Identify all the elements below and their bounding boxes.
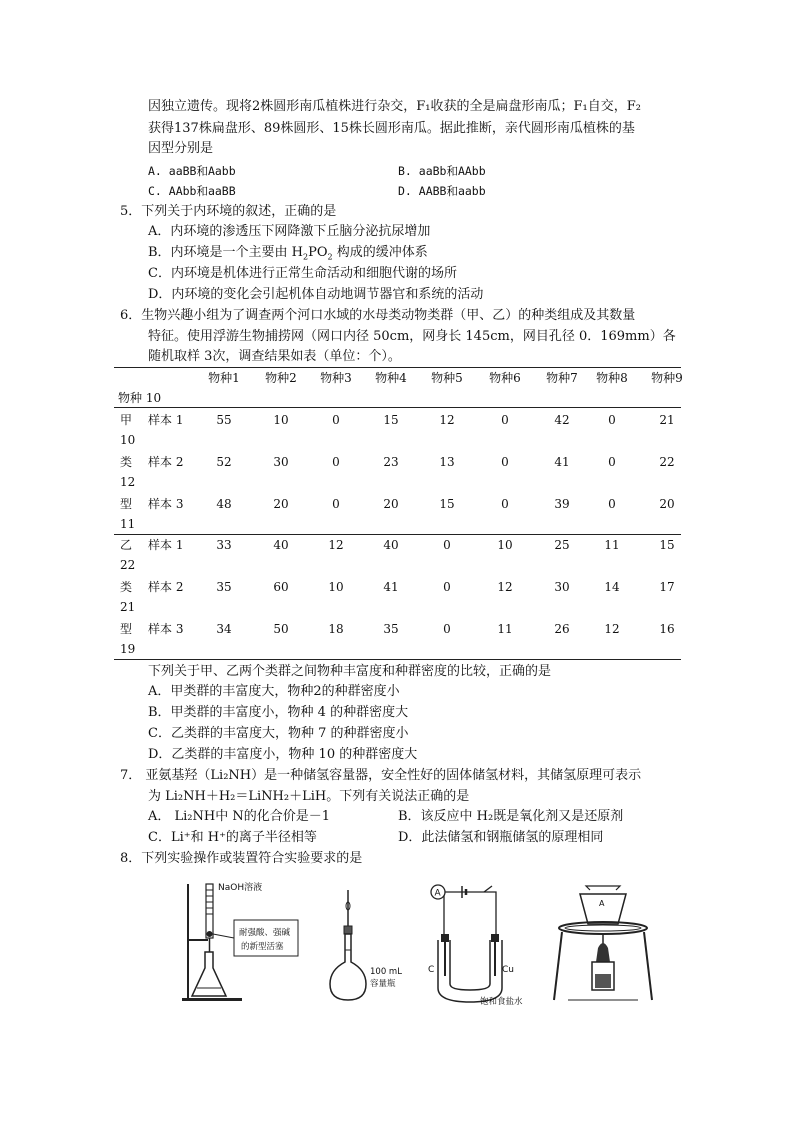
q4-option-c: C. AAbb和aaBB — [148, 184, 236, 198]
table-cell: 10 — [497, 538, 513, 552]
table-cell: 11 — [497, 622, 513, 636]
table-cell: 50 — [273, 622, 289, 636]
fig3-copper-label: Cu — [502, 965, 514, 975]
table-header-species-10: 物种 10 — [118, 391, 162, 405]
q5-option-a: A．内环境的渗透压下网降激下丘脑分泌抗尿增加 — [148, 224, 431, 239]
q4-line3: 因型分别是 — [148, 141, 214, 156]
table-cell: 55 — [216, 413, 232, 427]
q5-option-c: C．内环境是机体进行正常生命活动和细胞代谢的场所 — [148, 266, 457, 281]
q5-option-b: B．内环境是一个主要由 $H_2PO_2$ 构成的缓冲体系 — [148, 245, 428, 262]
table-cell: 15 — [383, 413, 399, 427]
table-header-species-3: 物种3 — [320, 371, 352, 385]
table-rule — [114, 407, 681, 408]
figure-evaporation-tripod — [548, 884, 658, 1004]
q5-stem: 5．下列关于内环境的叙述，正确的是 — [120, 204, 337, 219]
table-cell: 18 — [328, 622, 344, 636]
table-group-char: 类 — [120, 455, 133, 469]
table-cell: 12 — [328, 538, 344, 552]
table-cell: 12 — [604, 622, 620, 636]
table-cell: 0 — [608, 455, 616, 469]
table-cell-species-10: 11 — [120, 517, 136, 531]
fig1-label-piston-b: 的新型活塞 — [241, 942, 284, 952]
q7-line2: 为 Li₂NH＋H₂＝LiNH₂＋LiH。下列有关说法正确的是 — [148, 789, 470, 804]
table-cell: 10 — [273, 413, 289, 427]
table-cell-species-10: 10 — [120, 433, 136, 447]
q7-line1: 7． 亚氨基羟（Li₂NH）是一种储氢容量器，安全性好的固体储氢材料，其储氢原理可表示 — [120, 768, 642, 783]
fig2-label-flask: 容量瓶 — [370, 979, 396, 989]
q6-option-d: D．乙类群的丰富度小，物种 10 的种群密度大 — [148, 747, 418, 762]
table-cell: 25 — [554, 538, 570, 552]
table-cell: 26 — [554, 622, 570, 636]
q4-line2: 获得137株扁盘形、89株圆形、15株长圆形南瓜。据此推断，亲代圆形南瓜植株的基 — [148, 121, 635, 136]
q7-option-d: D．此法储氢和钢瓶储氢的原理相同 — [398, 830, 604, 845]
table-row-label: 样本 2 — [148, 455, 184, 469]
table-cell: 0 — [501, 455, 509, 469]
q6-option-a: A．甲类群的丰富度大，物种2的种群密度小 — [148, 684, 400, 699]
table-rule — [114, 659, 681, 660]
fig3-carbon-label: C — [428, 965, 435, 975]
table-header-species-7: 物种7 — [546, 371, 578, 385]
table-cell: 41 — [383, 580, 399, 594]
table-cell: 40 — [273, 538, 289, 552]
table-header-species-9: 物种9 — [651, 371, 683, 385]
table-cell-species-10: 22 — [120, 558, 136, 572]
table-cell: 0 — [443, 622, 451, 636]
q6-line1: 6．生物兴趣小组为了调查两个河口水域的水母类动物类群（甲、乙）的种类组成及其数量 — [120, 308, 636, 323]
table-cell: 0 — [332, 455, 340, 469]
table-cell-species-10: 19 — [120, 642, 136, 656]
q6-followup: 下列关于甲、乙两个类群之间物种丰富度和种群密度的比较，正确的是 — [148, 664, 552, 679]
q6-line3: 随机取样 3次，调查结果如表（单位：个）。 — [148, 349, 401, 364]
table-cell-species-10: 12 — [120, 475, 136, 489]
table-cell: 14 — [604, 580, 620, 594]
table-cell: 16 — [659, 622, 675, 636]
table-cell: 20 — [659, 497, 675, 511]
table-cell: 10 — [328, 580, 344, 594]
table-cell: 17 — [659, 580, 675, 594]
table-cell: 34 — [216, 622, 232, 636]
q7-option-b: B．该反应中 H₂既是氧化剂又是还原剂 — [398, 809, 624, 824]
q4-line1: 因独立遗传。现将2株圆形南瓜植株进行杂交，F₁收获的全是扁盘形南瓜；F₁自交，F₂ — [148, 99, 641, 114]
svg-text:A: A — [599, 899, 605, 908]
table-header-species-2: 物种2 — [265, 371, 297, 385]
table-cell: 0 — [332, 413, 340, 427]
table-cell: 11 — [604, 538, 620, 552]
q6-option-b: B．甲类群的丰富度小，物种 4 的种群密度大 — [148, 705, 409, 720]
table-cell: 35 — [216, 580, 232, 594]
table-group-char: 甲 — [120, 413, 133, 427]
table-cell: 12 — [497, 580, 513, 594]
table-cell: 40 — [383, 538, 399, 552]
table-row-label: 样本 3 — [148, 497, 184, 511]
fig1-label-piston-a: 耐强酸、强碱 — [239, 928, 291, 938]
fig3-brine-label: 饱和食盐水 — [480, 997, 523, 1007]
q5-option-d: D．内环境的变化会引起机体自动地调节器官和系统的活动 — [148, 287, 484, 302]
table-cell: 48 — [216, 497, 232, 511]
table-cell: 33 — [216, 538, 232, 552]
table-cell: 35 — [383, 622, 399, 636]
table-cell: 30 — [554, 580, 570, 594]
table-cell: 60 — [273, 580, 289, 594]
table-row-label: 样本 2 — [148, 580, 184, 594]
table-header-species-8: 物种8 — [596, 371, 628, 385]
table-cell: 52 — [216, 455, 232, 469]
table-cell: 39 — [554, 497, 570, 511]
table-row-label: 样本 3 — [148, 622, 184, 636]
table-cell: 23 — [383, 455, 399, 469]
table-cell: 20 — [383, 497, 399, 511]
table-cell: 13 — [439, 455, 455, 469]
table-cell: 0 — [443, 580, 451, 594]
table-group-char: 型 — [120, 622, 133, 636]
table-header-species-6: 物种6 — [489, 371, 521, 385]
figure-titration — [178, 880, 303, 1004]
table-cell: 21 — [659, 413, 675, 427]
table-cell: 20 — [273, 497, 289, 511]
table-header-species-1: 物种1 — [208, 371, 240, 385]
q4-option-a: A. aaBB和Aabb — [148, 164, 236, 178]
q7-option-c: C．Li⁺和 H⁺的离子半径相等 — [148, 830, 317, 845]
table-rule — [114, 534, 681, 535]
table-cell: 41 — [554, 455, 570, 469]
q6-line2: 特征。使用浮游生物捕捞网（网口内径 50cm，网身长 145cm，网目孔径 0．169mm）各 — [148, 329, 676, 344]
q4-option-b: B. aaBb和AAbb — [398, 164, 486, 178]
table-cell: 15 — [659, 538, 675, 552]
table-group-char: 乙 — [120, 538, 133, 552]
table-cell: 12 — [439, 413, 455, 427]
table-cell: 0 — [443, 538, 451, 552]
table-header-species-4: 物种4 — [375, 371, 407, 385]
table-cell: 0 — [608, 413, 616, 427]
fig3-ammeter-label: A — [434, 888, 441, 899]
table-cell-species-10: 21 — [120, 600, 136, 614]
table-cell: 30 — [273, 455, 289, 469]
q7-option-a: A． Li₂NH中 N的化合价是－1 — [148, 809, 331, 824]
table-header-species-5: 物种5 — [431, 371, 463, 385]
fig1-label-naoh: NaOH溶液 — [218, 883, 263, 893]
figure-electrolysis — [414, 880, 528, 1006]
table-cell: 42 — [554, 413, 570, 427]
table-row-label: 样本 1 — [148, 538, 184, 552]
q8-stem: 8．下列实验操作或装置符合实验要求的是 — [120, 851, 363, 866]
table-group-char: 类 — [120, 580, 133, 594]
q6-option-c: C．乙类群的丰富度大，物种 7 的种群密度小 — [148, 726, 409, 741]
table-cell: 22 — [659, 455, 675, 469]
table-row-label: 样本 1 — [148, 413, 184, 427]
table-cell: 0 — [608, 497, 616, 511]
figure-volumetric-flask — [326, 888, 402, 1004]
fig2-label-volume: 100 mL — [370, 967, 402, 977]
table-cell: 15 — [439, 497, 455, 511]
table-cell: 0 — [501, 497, 509, 511]
table-cell: 0 — [501, 413, 509, 427]
table-cell: 0 — [332, 497, 340, 511]
table-rule — [114, 367, 681, 368]
table-group-char: 型 — [120, 497, 133, 511]
q4-option-d: D. AABB和aabb — [398, 184, 486, 198]
